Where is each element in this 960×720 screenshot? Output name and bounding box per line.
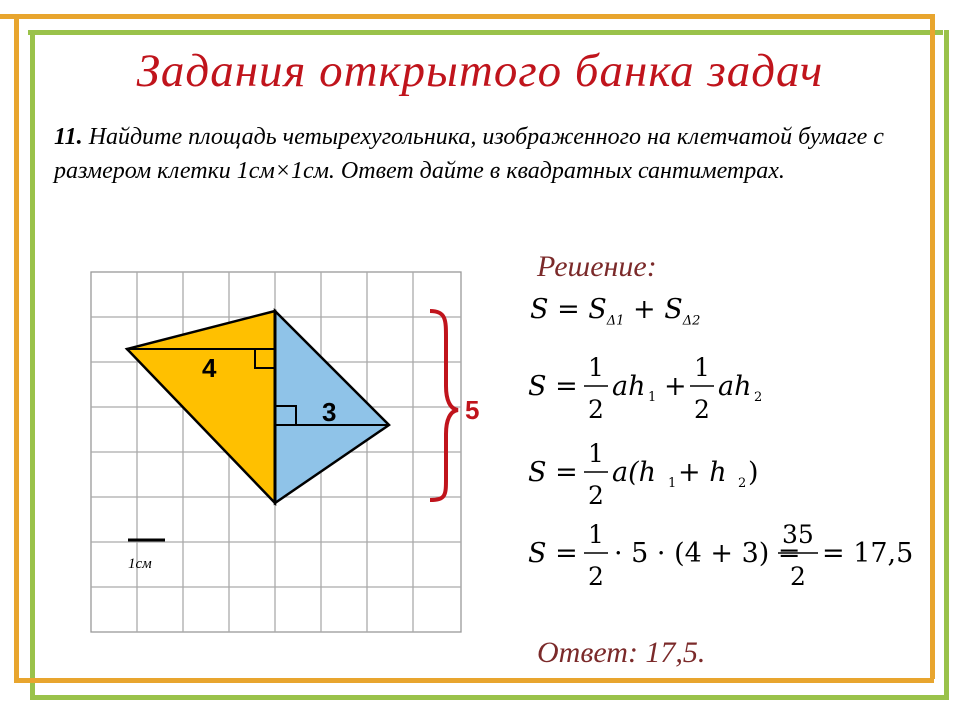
label-h2: 3 <box>322 397 337 427</box>
formula-2-s: S = <box>528 371 578 402</box>
formula-3-h1-sub: 1 <box>668 476 677 491</box>
formula-3-body: a(h <box>612 457 657 488</box>
formula-3-h2-sub: 2 <box>738 476 747 491</box>
scale-label: 1см <box>128 556 152 572</box>
formula-2-h1-sub: 1 <box>648 390 657 405</box>
formula-2-num2: 1 <box>694 353 710 382</box>
problem-number: 11. <box>54 124 83 150</box>
formula-4-num: 1 <box>588 520 604 549</box>
formula-4-result: = 17,5 <box>822 538 914 569</box>
formula-2-ah1: ah <box>612 371 646 402</box>
label-base: 5 <box>465 395 480 425</box>
formula-4-num35: 35 <box>782 520 814 549</box>
slide-title: Задания открытого банка задач <box>136 45 824 97</box>
formula-3-close: ) <box>748 457 759 488</box>
formula-2-den2: 2 <box>694 395 710 424</box>
formula-1-plus: + S <box>624 294 683 325</box>
formula-2-ah2: ah <box>718 371 752 402</box>
formula-2-num1: 1 <box>588 353 604 382</box>
formula-4 <box>528 515 920 597</box>
label-h1: 4 <box>202 353 217 383</box>
formula-1-lhs: S = S <box>530 294 607 325</box>
formula-4-s: S = <box>528 538 578 569</box>
formula-4-den: 2 <box>588 562 604 591</box>
formula-4-body: · 5 · (4 + 3) = <box>614 538 801 569</box>
formula-1-sub1: Δ1 <box>606 313 625 329</box>
formula-3 <box>528 434 768 516</box>
formula-4-den2: 2 <box>790 562 806 591</box>
formula-2 <box>528 348 788 430</box>
answer-line: Ответ: 17,5. <box>537 636 706 669</box>
formula-3-s: S = <box>528 457 578 488</box>
formula-2-plus: + <box>664 371 687 402</box>
formula-3-plus: + h <box>678 457 727 488</box>
formula-1 <box>530 294 700 328</box>
formula-3-num: 1 <box>588 439 604 468</box>
formula-3-den: 2 <box>588 481 604 510</box>
solution-heading: Решение: <box>537 250 657 283</box>
formula-2-den1: 2 <box>588 395 604 424</box>
formula-1-sub2: Δ2 <box>682 313 701 329</box>
formula-2-h2-sub: 2 <box>754 390 763 405</box>
problem-text: Найдите площадь четырехугольника, изображенного на клетчатой бумаге с размером клетки 1см×1см. Ответ дайте в квадратных сантиметрах. <box>54 124 884 184</box>
